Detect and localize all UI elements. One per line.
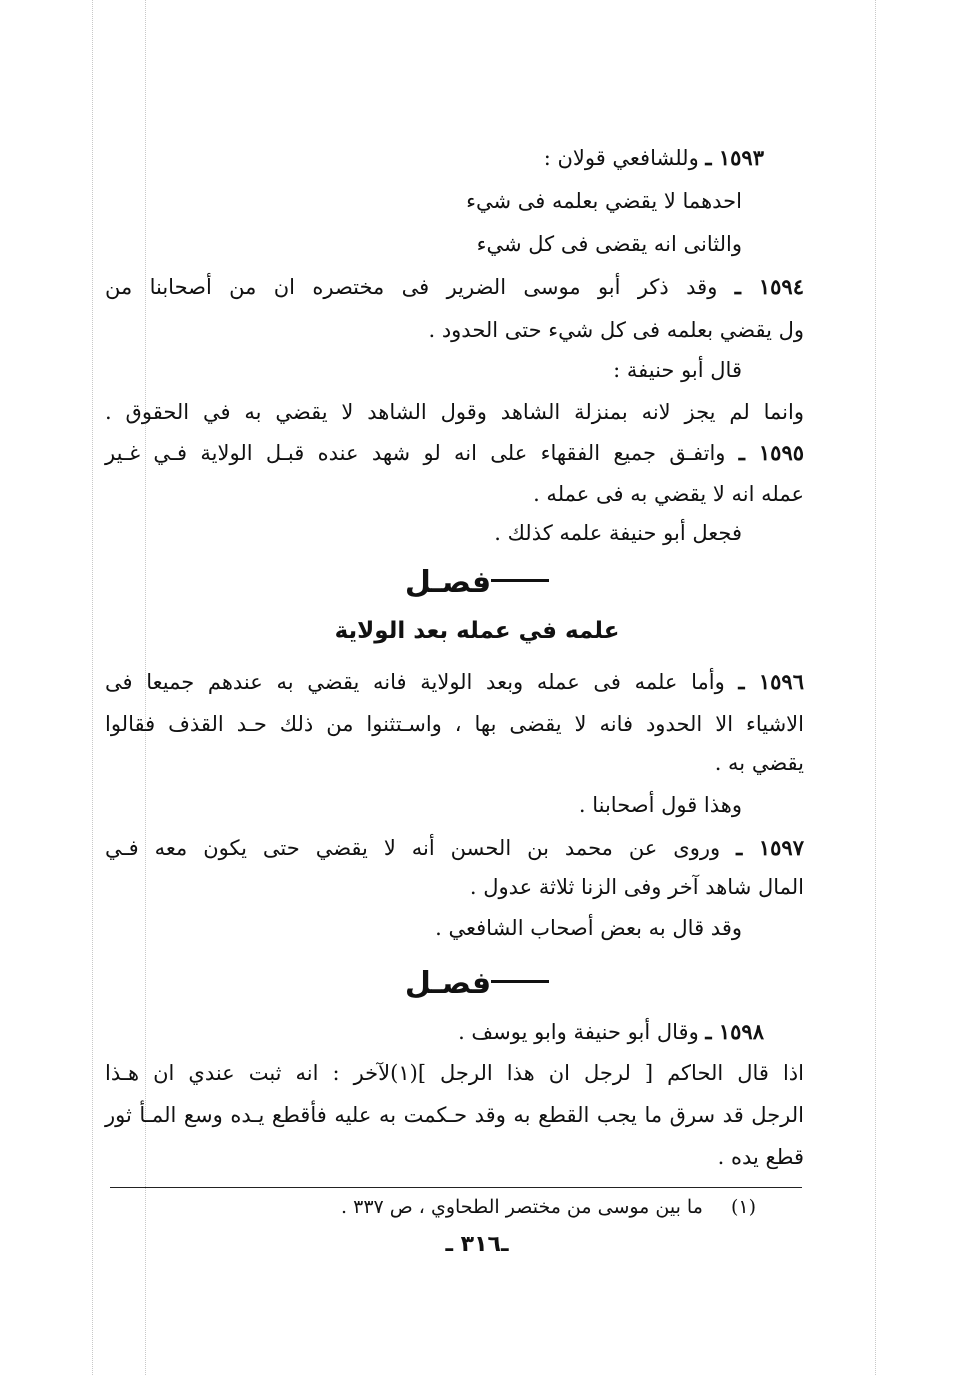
paragraph-line: قال أبو حنيفة : [613,358,742,382]
paragraph-number: ١٥٩٧ ـ [736,835,804,860]
paragraph-line: والثانى انه يقضى فى كل شيء [476,232,742,256]
kashida-line [491,579,549,582]
paragraph-line: وهذا قول أصحابنا . [578,793,742,817]
paragraph-1595-line [105,438,804,468]
footnote-marker: (١) [730,1196,756,1218]
paragraph-line: الرجل قد سرق ما يجب القطع به وقد حـكمت به عليه فأقطع يـده وسع المـأ ثور [105,1103,804,1127]
paragraph-1598-line [458,1017,764,1047]
footnote-separator [110,1187,802,1188]
kashida-line [491,980,549,983]
paragraph-line: وقد قال به بعض أصحاب الشافعي . [435,916,742,940]
paragraph-1596-line [105,667,804,697]
paragraph-line: فجعل أبو حنيفة علمه كذلك . [494,521,742,545]
paragraph-number: ١٥٩٦ ـ [738,669,804,694]
paragraph-text: وقد ذكر أبو موسى الضرير فى مختصره ان من أصحابنا من [105,275,718,299]
scan-guide-line [875,0,876,1375]
paragraph-line: ول يقضي بعلمه فى كل شيء حتى الحدود . [428,318,804,342]
paragraph-1594-line [105,272,804,302]
paragraph-number: ١٥٩٤ ـ [734,274,804,299]
paragraph-line: المال شاهد آخر وفى الزنا ثلاثة عدول . [469,875,804,899]
paragraph-text: وأما علمه فى عمله وبعد الولاية فانه يقضي به عندهم جميعا فى [105,670,725,694]
paragraph-line: يقضي به . [714,751,804,775]
paragraph-number: ١٥٩٨ ـ [705,1019,764,1044]
section-divider-heading: فصـل [0,565,954,600]
paragraph-text: وللشافعي قولان : [543,146,699,170]
section-title: علمه في عمله بعد الولاية [334,618,620,644]
paragraph-text: وقال أبو حنيفة وابو يوسف . [458,1020,699,1044]
paragraph-1597-line [105,833,804,863]
section-divider-heading: فصـل [0,966,954,1001]
paragraph-text: وروى عن محمد بن الحسن أنه لا يقضي حتى يكون معه فـي [105,836,721,860]
paragraph-line: عمله انه لا يقضي به فى عمله . [533,482,804,506]
paragraph-line: وانما لم يجز لانه بمنزلة الشاهد وقول الشاهد لا يقضي به في الحقوق . [105,400,804,424]
page-number: ـ٣١٦ ـ [445,1232,509,1257]
paragraph-line: اذا قال الحاكم [ لرجل ان هذا الرجل ](١)لآخر : انه ثبت عندي ان هـذا [105,1061,804,1085]
paragraph-line: الاشياء الا الحدود فانه لا يقضى بها ، واسـتثنوا من ذلك حـد القذف فقالوا [105,712,804,736]
footnote-text: ما بين موسى من مختصر الطحاوي ، ص ٣٣٧ . [341,1196,703,1218]
scan-guide-line [92,0,93,1375]
footnote [341,1193,756,1221]
paragraph-1593-line [544,143,764,173]
paragraph-text: واتفـق جميع الفقهاء على انه لو شهد عنده قبـل الولاية فـي غـير [105,441,726,465]
paragraph-number: ١٥٩٣ ـ [705,145,764,170]
paragraph-line: قطع يده . [717,1145,804,1169]
paragraph-number: ١٥٩٥ ـ [738,440,805,465]
paragraph-line: احدهما لا يقضي بعلمه فى شيء [466,189,742,213]
